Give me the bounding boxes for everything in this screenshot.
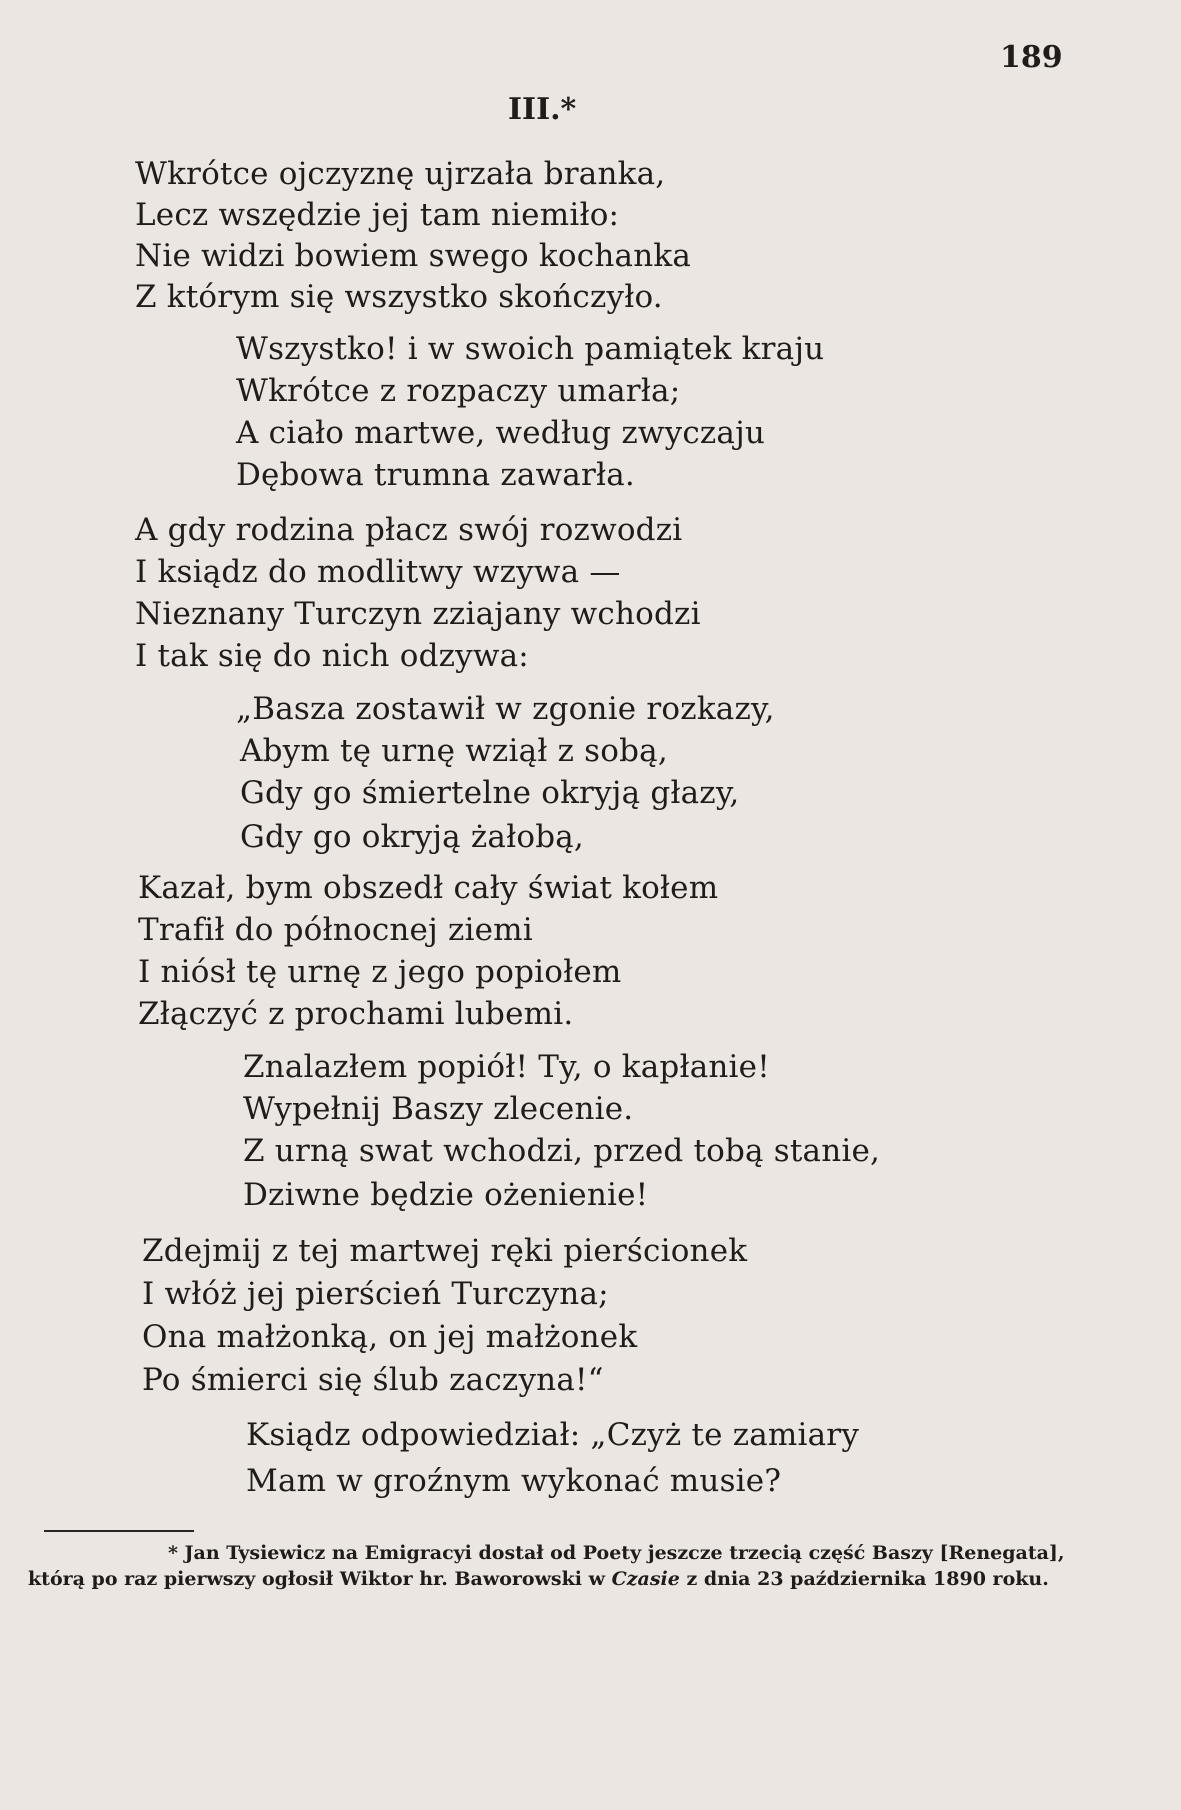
poem-line: Znalazłem popiół! Ty, o kapłanie! xyxy=(243,1049,770,1085)
poem-line: Z którym się wszystko skończyło. xyxy=(135,279,663,315)
poem-line: Po śmierci się ślub zaczyna!“ xyxy=(142,1362,604,1398)
page-number: 189 xyxy=(1000,40,1063,75)
poem-line: I ksiądz do modlitwy wzywa — xyxy=(135,554,621,590)
poem-line: Z urną swat wchodzi, przed tobą stanie, xyxy=(243,1133,881,1169)
poem-line: Wypełnij Baszy zlecenie. xyxy=(243,1091,634,1127)
poem-line: Mam w groźnym wykonać musie? xyxy=(246,1463,782,1499)
poem-line: Wkrótce ojczyznę ujrzała branka, xyxy=(135,156,666,192)
footnote-text-end: z dnia 23 października 1890 roku. xyxy=(679,1568,1049,1590)
footnote-text-start: * Jan Tysiewicz na Emigracyi dostał od Poety jeszcze trzecią część Baszy [Renegata], którą po raz pierwszy ogłosił Wiktor hr. Baworowski w xyxy=(28,1542,1065,1590)
poem-line: Ksiądz odpowiedział: „Czyż te zamiary xyxy=(246,1417,860,1453)
poem-line: „Basza zostawił w zgonie rozkazy, xyxy=(236,691,775,727)
poem-line: Wszystko! i w swoich pamiątek kraju xyxy=(236,331,825,367)
poem-line: Kazał, bym obszedł cały świat kołem xyxy=(138,870,719,906)
poem-line: A ciało martwe, według zwyczaju xyxy=(236,415,766,451)
poem-line: Abym tę urnę wziął z sobą, xyxy=(240,733,668,769)
poem-line: Nie widzi bowiem swego kochanka xyxy=(135,238,692,274)
poem-line: Złączyć z prochami lubemi. xyxy=(138,996,574,1032)
footnote-journal-title: Czasie xyxy=(611,1568,680,1590)
poem-line: Gdy go śmiertelne okryją głazy, xyxy=(240,775,740,811)
poem-line: Ona małżonką, on jej małżonek xyxy=(142,1319,638,1355)
poem-line: A gdy rodzina płacz swój rozwodzi xyxy=(135,512,683,548)
poem-line: I włóż jej pierścień Turczyna; xyxy=(142,1276,609,1312)
footnote-divider xyxy=(44,1530,194,1532)
poem-line: Gdy go okryją żałobą, xyxy=(240,819,584,855)
poem-line: Trafił do północnej ziemi xyxy=(138,912,533,948)
footnote xyxy=(28,1540,1068,1592)
poem-line: Dziwne będzie ożenienie! xyxy=(243,1177,649,1213)
section-heading: III.* xyxy=(508,92,577,127)
poem-line: I tak się do nich odzywa: xyxy=(135,638,529,674)
poem-line: Wkrótce z rozpaczy umarła; xyxy=(236,373,681,409)
poem-line: Nieznany Turczyn zziajany wchodzi xyxy=(135,596,701,632)
poem-line: I niósł tę urnę z jego popiołem xyxy=(138,954,622,990)
poem-line: Lecz wszędzie jej tam niemiło: xyxy=(135,197,620,233)
poem-line: Dębowa trumna zawarła. xyxy=(236,457,635,493)
poem-line: Zdejmij z tej martwej ręki pierścionek xyxy=(142,1233,748,1269)
